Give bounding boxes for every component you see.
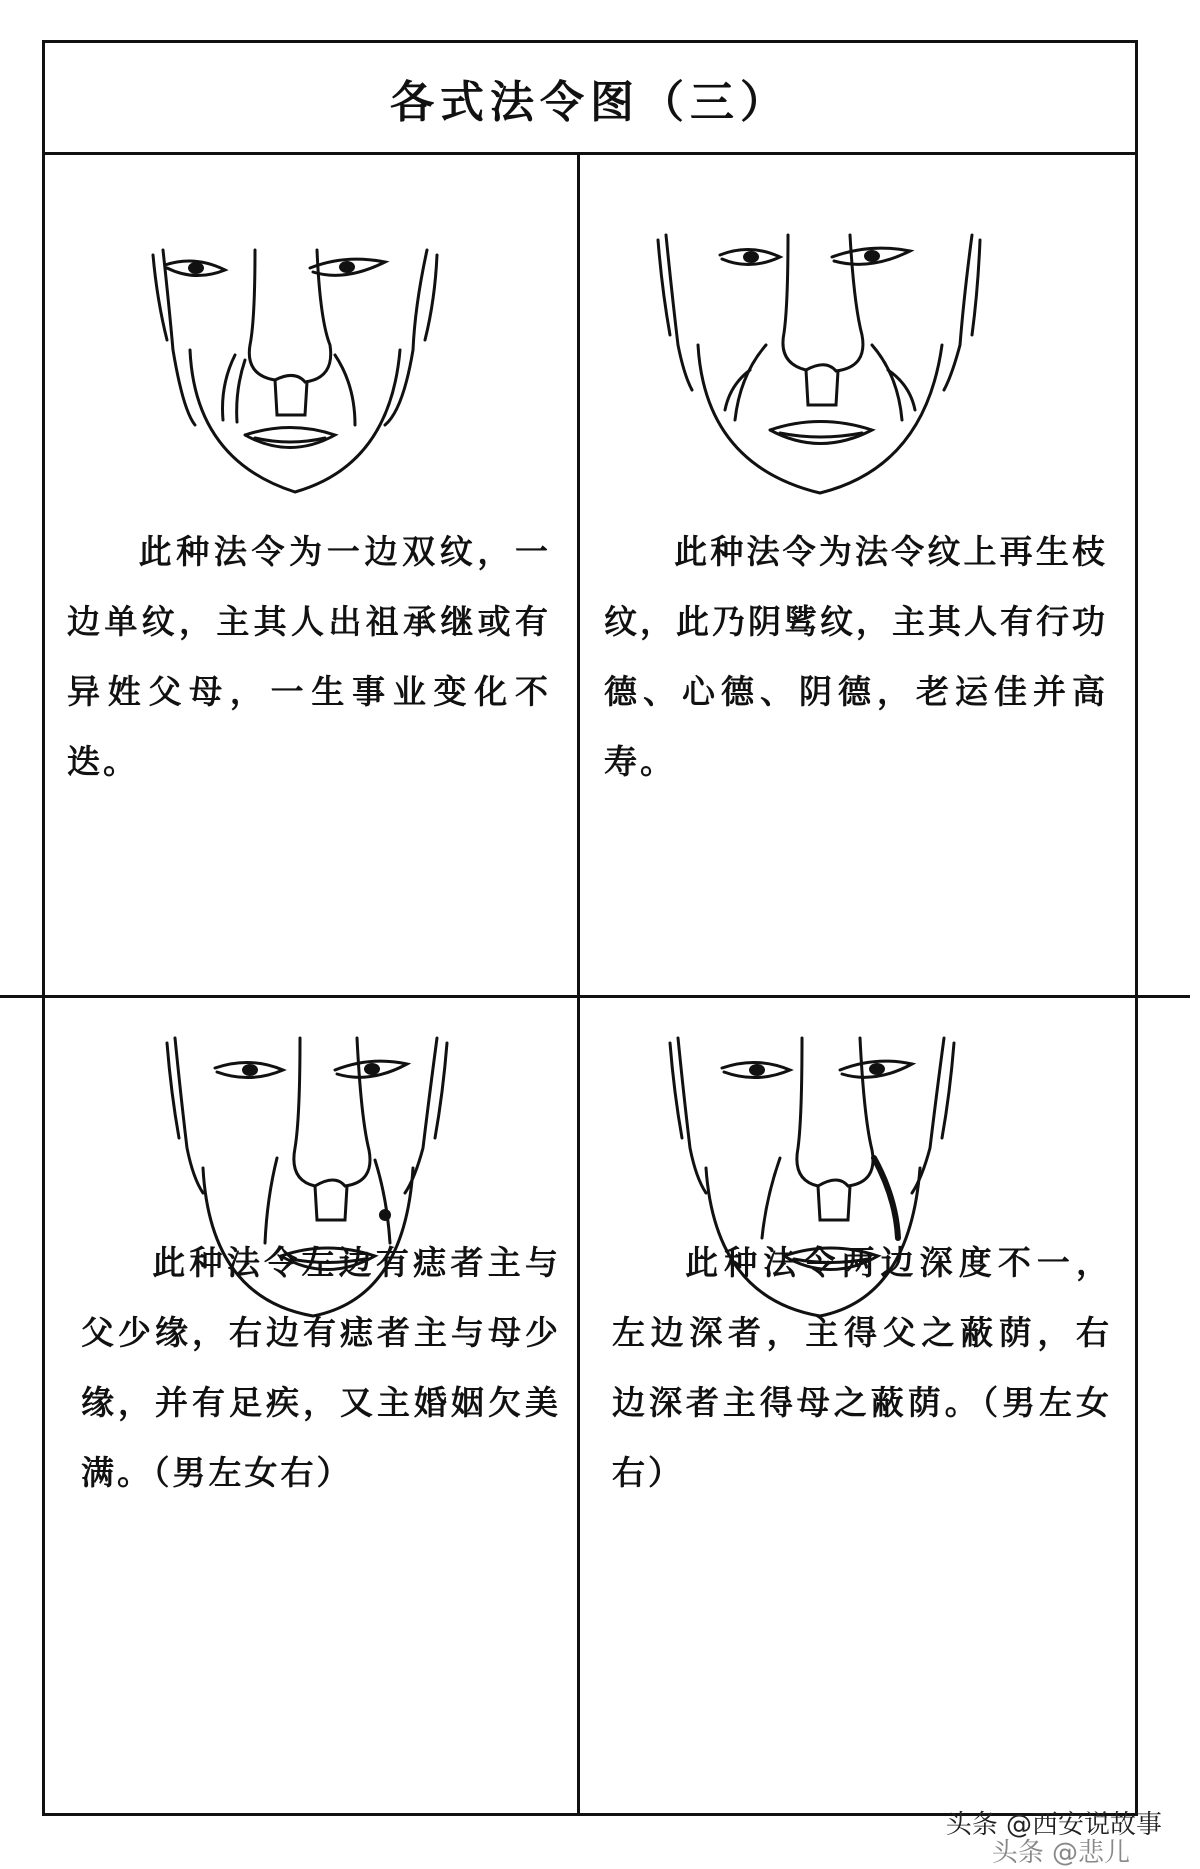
panel-caption-2: 此种法令为法令纹上再生枝纹，此乃阴骘纹，主其人有行功德、心德、阴德，老运佳并高寿。 [604,532,1108,781]
diagram-sheet [42,40,1138,1816]
panel-caption-4: 此种法令两边深度不一，左边深者，主得父之蔽荫，右边深者主得母之蔽荫。（男左女右） [612,1243,1112,1492]
title-bar [45,43,1135,155]
page-title: 各式法令图（三） [390,76,790,128]
panel-caption-3: 此种法令左边有痣者主与父少缘，右边有痣者主与母少缘，并有足疾，又主婚姻欠美满。（男左女右） [81,1243,561,1492]
panel-2 [580,155,1138,995]
panel-1 [45,155,577,995]
panel-3 [45,998,577,1816]
watermark-sub: 头条 @悲儿 [991,1838,1130,1868]
mole-mark [379,1209,391,1221]
panel-caption-1: 此种法令为一边双纹，一边单纹，主其人出祖承继或有异姓父母，一生事业变化不迭。 [67,532,551,781]
face-illustration-1 [45,210,577,530]
watermark: 头条 @西安说故事 [945,1810,1162,1840]
face-illustration-2 [580,195,1138,535]
panel-4 [580,998,1138,1816]
